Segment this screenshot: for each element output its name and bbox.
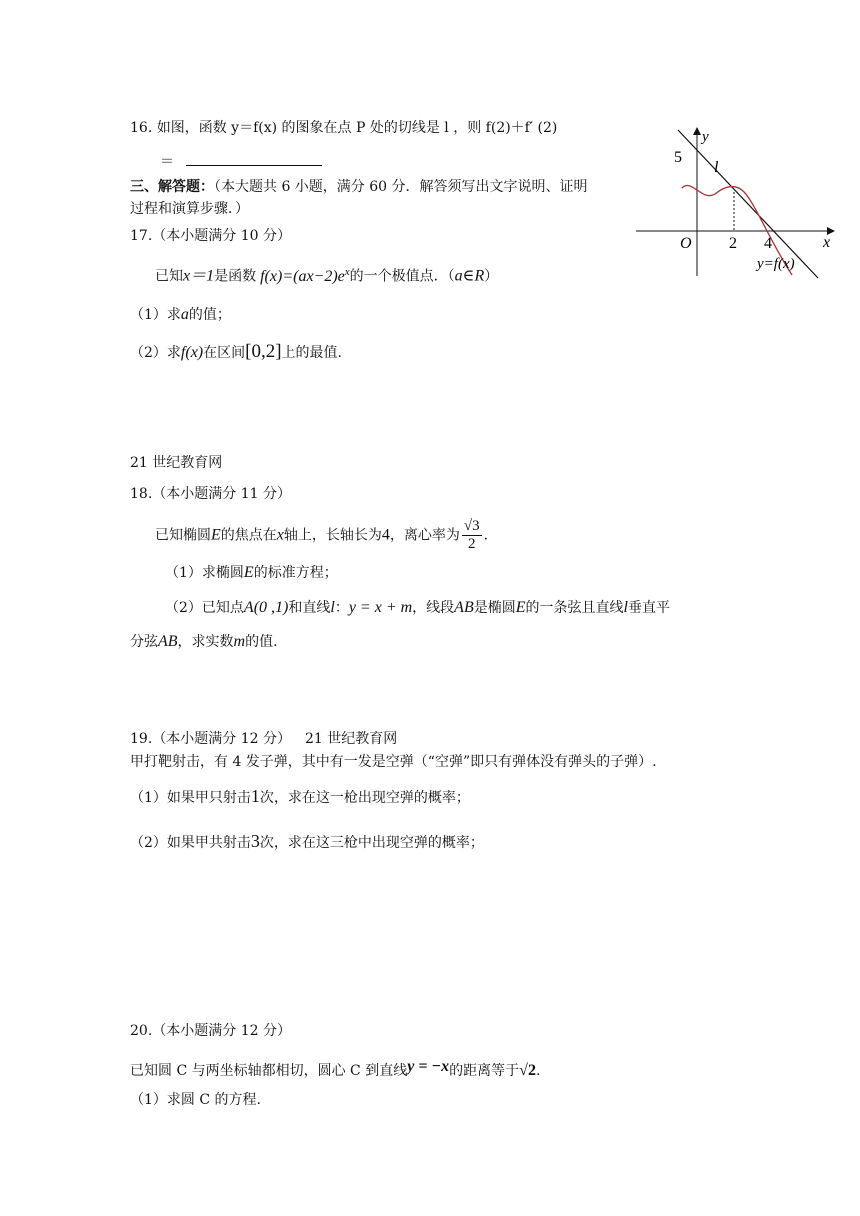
y-intercept-label: 5	[674, 149, 682, 166]
watermark-2: 21 世纪教育网	[304, 731, 398, 747]
q18-part2-cont: 分弦AB，求实数m的值.	[130, 633, 278, 650]
q16-line2: ＝	[160, 151, 322, 172]
q19-title: 19.（本小题满分 12 分） 21 世纪教育网	[130, 731, 398, 747]
q18-title: 18.（本小题满分 11 分）	[130, 486, 291, 502]
curve-label: y=f(x)	[757, 256, 795, 272]
q17-stem: 已知x＝1是函数 $f(x)=(ax-2)e^x$的一个极值点．（a∈R）	[155, 266, 499, 285]
q19-stem: 甲打靶射击，有 4 发子弹，其中有一发是空弹（“空弹”即只有弹体没有弹头的子弹）.	[130, 754, 657, 770]
tangent-line-l	[678, 130, 818, 278]
tick-label-4: 4	[764, 235, 772, 252]
tick-label-2: 2	[729, 235, 737, 252]
y-axis-label: y	[702, 129, 709, 145]
q18-part2: （2）已知点A(0 ,1)和直线l：y = x + m，线段AB是椭圆E的一条弦且直线l垂直平	[165, 599, 670, 616]
section-heading-cont: 过程和演算步骤．）	[130, 201, 249, 217]
q16-line1: 16. 如图，函数 y＝f(x) 的图象在点 P 处的切线是 l ，则 f(2)＋f′ (2)	[130, 120, 558, 136]
q17-part1: （1）求a的值；	[130, 306, 231, 323]
tangent-label: l	[714, 159, 719, 176]
q20-part1: （1）求圆 C 的方程.	[130, 1092, 261, 1108]
q19-part2: （2）如果甲共射击3次，求在这三枪中出现空弹的概率；	[130, 831, 484, 851]
q20-stem: 已知圆 C 与两坐标轴都相切，圆心 C 到直线y = −x的距离等于√2.	[130, 1058, 541, 1079]
q17-part2: （2）求f(x)在区间[0,2]上的最值.	[130, 341, 342, 362]
section-heading: 三、解答题：（本大题共 6 小题，满分 60 分．解答须写出文字说明、证明	[130, 179, 588, 195]
q20-title: 20.（本小题满分 12 分）	[130, 1023, 291, 1039]
origin-label: O	[680, 235, 692, 252]
watermark-1: 21 世纪教育网	[130, 455, 223, 471]
answer-blank[interactable]	[186, 151, 322, 166]
eccentricity-fraction: $\frac{√3}{2}$	[463, 518, 480, 552]
q17-title: 17.（本小题满分 10 分）	[130, 228, 291, 244]
x-axis-label: x	[823, 234, 831, 251]
function-graph-figure	[630, 120, 845, 290]
q19-part1: （1）如果甲只射击1次，求在这一枪出现空弹的概率；	[130, 786, 470, 806]
q18-part1: （1）求椭圆E的标准方程；	[165, 564, 338, 581]
q18-stem: 已知椭圆E的焦点在x轴上，长轴长为4，离心率为 $\frac{√3}{2}$ .	[155, 518, 489, 552]
